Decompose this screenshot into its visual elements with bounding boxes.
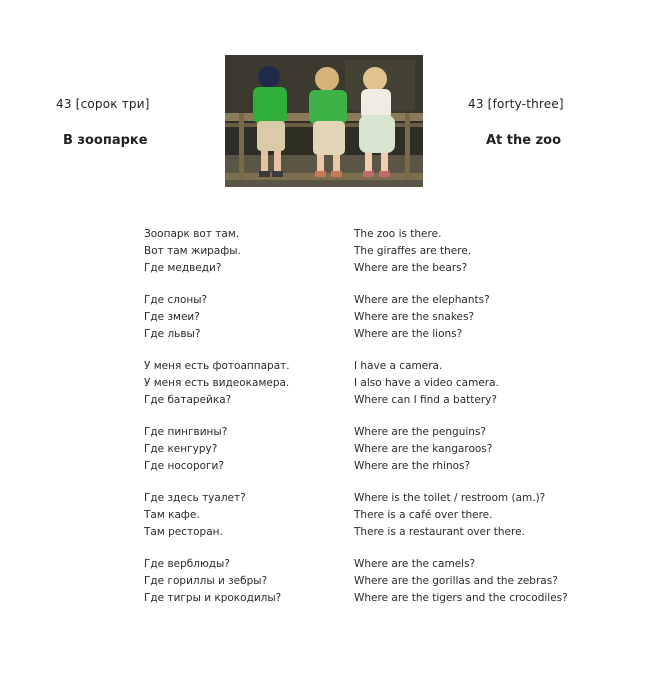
phrase-line-ru: Зоопарк вот там. (144, 228, 240, 240)
topic-title-russian: В зоопарке (63, 133, 148, 148)
phrase-group-ru (144, 556, 344, 607)
phrase-line-en: There is a restaurant over there. (354, 526, 525, 538)
phrase-group-en (354, 424, 634, 475)
phrase-line-en: Where are the bears? (354, 262, 468, 274)
phrase-line-ru: Где тигры и крокодилы? (144, 592, 282, 604)
phrase-group-ru (144, 490, 344, 541)
phrase-line-ru: Где носороги? (144, 460, 224, 472)
phrase-line-en: Where are the snakes? (354, 311, 475, 323)
phrase-line-ru: Где медведи? (144, 262, 222, 274)
phrase-line-ru: Там кафе. (144, 509, 200, 521)
phrase-group-ru (144, 358, 344, 409)
phrase-line-ru: Где гориллы и зебры? (144, 575, 268, 587)
phrase-group-en (354, 226, 634, 277)
phrase-group-ru (144, 292, 344, 343)
phrase-line-en: Where are the camels? (354, 558, 476, 570)
phrase-group-en (354, 292, 634, 343)
phrase-line-en: Where are the rhinos? (354, 460, 471, 472)
phrase-line-ru: У меня есть фотоаппарат. (144, 360, 290, 372)
phrase-line-en: Where can I find a battery? (354, 394, 497, 406)
phrase-group-ru (144, 226, 344, 277)
phrase-line-ru: Где пингвины? (144, 426, 228, 438)
phrase-line-en: I also have a video camera. (354, 377, 499, 389)
phrase-line-ru: Где батарейка? (144, 394, 232, 406)
phrase-group-en (354, 556, 634, 607)
phrase-line-en: The zoo is there. (354, 228, 442, 240)
phrase-line-ru: Где здесь туалет? (144, 492, 246, 504)
lesson-number-russian: 43 [сорок три] (56, 97, 150, 111)
phrase-line-en: Where are the gorillas and the zebras? (354, 575, 558, 587)
phrase-group-en (354, 358, 634, 409)
phrase-line-en: Where are the kangaroos? (354, 443, 493, 455)
phrase-line-ru: Где верблюды? (144, 558, 230, 570)
english-phrases-column (354, 226, 634, 622)
phrase-line-ru: Где слоны? (144, 294, 208, 306)
phrase-line-en: The giraffes are there. (354, 245, 472, 257)
phrase-line-en: There is a café over there. (354, 509, 493, 521)
children-at-zoo-fence-photo-icon (225, 55, 423, 187)
phrase-line-en: I have a camera. (354, 360, 443, 372)
phrase-line-ru: Где кенгуру? (144, 443, 218, 455)
phrase-line-ru: Вот там жирафы. (144, 245, 241, 257)
phrase-line-ru: Где змеи? (144, 311, 200, 323)
phrase-line-ru: Там ресторан. (144, 526, 223, 538)
phrase-group-en (354, 490, 634, 541)
phrase-line-en: Where is the toilet / restroom (am.)? (354, 492, 546, 504)
phrase-line-en: Where are the lions? (354, 328, 463, 340)
topic-title-english: At the zoo (486, 133, 562, 148)
phrase-line-en: Where are the elephants? (354, 294, 490, 306)
children-at-zoo-photo (225, 55, 423, 187)
phrase-line-ru: У меня есть видеокамера. (144, 377, 290, 389)
lesson-number-english: 43 [forty-three] (468, 97, 564, 111)
russian-phrases-column (144, 226, 344, 622)
phrase-group-ru (144, 424, 344, 475)
phrase-line-ru: Где львы? (144, 328, 201, 340)
phrase-line-en: Where are the tigers and the crocodiles? (354, 592, 568, 604)
phrase-line-en: Where are the penguins? (354, 426, 486, 438)
